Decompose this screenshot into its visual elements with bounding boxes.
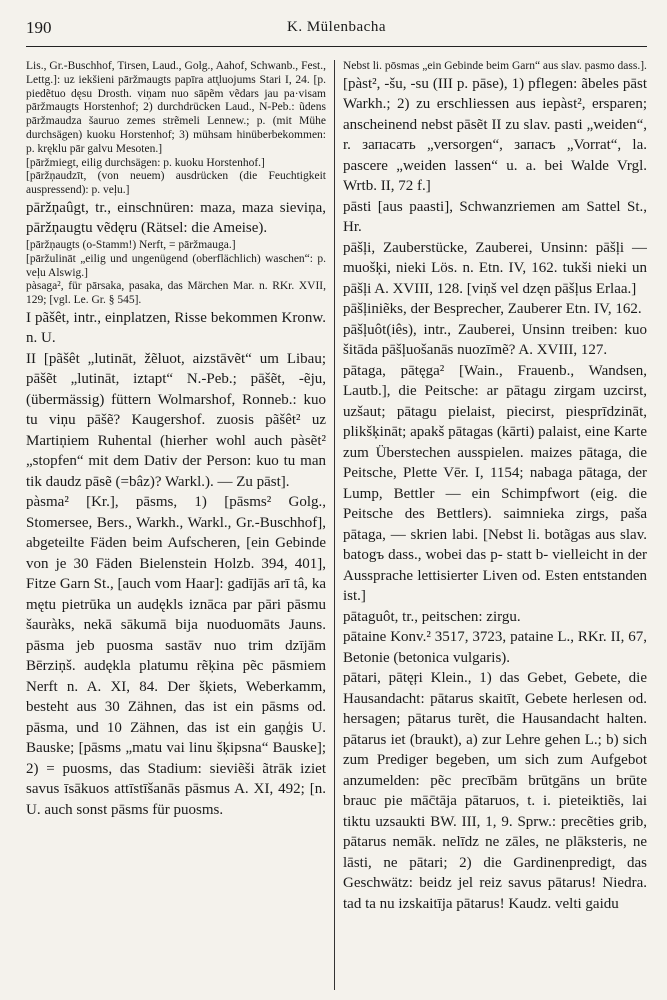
right-column bbox=[343, 60, 647, 994]
dictionary-entry: [pāržņaudzīt, (von neuem) ausdrücken (die Feuchtigkeit auspressend): p. veļu.] bbox=[26, 170, 326, 197]
dictionary-entry: pātaga, pātęga² [Wain., Frauenb., Wandsen, Lautb.], die Peitsche: ar pātagu zirgam uzcirst, uzšaut; pātagu pielaist, piecirst, piesprīdzināt, plikšķināt; apakš pātagas (kārti) palaist, eine Karte zum Überstechen ausspielen. maizes pātaga, die Peitsche, Plette Vēr. I, 1154; nabaga pātaga, der Lump, Bettler — ein Schimpfwort (eig. die Peitsche des Bettlers). saimnieka zirgs, paša pātaga, — skrien labi. [Nebst li. botãgas aus slav. batogъ dass., wobei das p- statt b- vielleicht in der Aussprache lettisierter Liven od. Esten entstanden ist.] bbox=[343, 362, 647, 605]
dictionary-entry: II [pãšêt „lutināt, žẽluot, aizstāvẽt“ um Libau; pāšẽt „lutināt, iztapt“ N.-Peb.; pāšẽt, -ẽju, (übermässig) füttern Wolmarshof, Ronneb.: kuo tu viņu pāšẽ? Kaugershof. zuosis pãšêt² uz Martiņiem Ruhental (hierher wohl auch pàsẽt² „stopfen“ mit dem Dativ der Person: kuo tu man tik daudz pāsẽ (=bâz)? Warkl.). — Zu pāst]. bbox=[26, 350, 326, 490]
page-number: 190 bbox=[26, 18, 52, 37]
dictionary-entry: [pāržulināt „eilig und ungenügend (oberflächlich) waschen“: p. veļu Alswig.] bbox=[26, 252, 326, 279]
dictionary-entry: [pāržmiegt, eilig durchsägen: p. kuoku Horstenhof.] bbox=[26, 156, 265, 169]
dictionary-entry: pātaguôt, tr., peitschen: zirgu. bbox=[343, 608, 521, 625]
left-column bbox=[26, 60, 326, 994]
dictionary-entry: pāsti [aus paasti], Schwanzriemen am Sattel St., Hr. bbox=[343, 198, 647, 236]
dictionary-entry: [pāržņaugts (o-Stamm!) Nerft, = pāržmauga.] bbox=[26, 238, 236, 251]
dictionary-entry: pāšļuôt(iês), intr., Zauberei, Unsinn treiben: kuo šitāda pāšļuošanās nuozīmẽ? A. XVIII, 127. bbox=[343, 321, 647, 359]
dictionary-entry: pāšļiniẽks, der Besprecher, Zauberer Etn. IV, 162. bbox=[343, 301, 642, 318]
running-title: K. Mülenbacha bbox=[287, 19, 386, 35]
dictionary-entry: pātari, pātęŗi Klein., 1) das Gebet, Gebete, die Hausandacht: pātarus skaitīt, Gebete herlesen od. hersagen; pātarus turẽt, die Hausandacht halten. pātarus iet (braukt), a) zur Lehre gehen L.; b) sich zum Prediger begeben, um sich zum Aufgebot anzumelden: pẽc precībām brūtgāns un brūte brauc pie māc̄tāja pātaruos, t. i. pieteiktiẽs, lai tiktu uzsaukti BW. III, 1, 9. Sprw.: precẽties grib, pātarus nemāk. nelīdz ne zāles, ne plāksteris, ne lāsti, ne pātari; 2) die Gardinenpredigt, das Geschwätz: beidz jel reiz savus pātarus! Niedra. tad ta nu izskaitīja pātarus! Kaudz. velti gaidu bbox=[343, 670, 647, 912]
dictionary-entry: pātaine Konv.² 3517, 3723, pataine L., RKr. II, 67, Betonie (betonica vulgaris). bbox=[343, 629, 647, 666]
dictionary-entry: pàsma² [Kr.], pāsms, 1) [pāsms² Golg., Stomersee, Bers., Warkh., Warkl., Gr.-Buschhof], abgeteilte Fäden beim Aufscheren, [ein Gebinde von je 30 Fäden Bielenstein Holzb. 394, 401], Fitze Garn St., [auch vom Haar]: gadījās arī tâ, ka mętu pietrūka un audękls iznāca par pāri pāsmu šauràks, nekā sākumā bija nuoduomāts Jauns. pāsma jeb puosma sastāv nuo trim dzījām Bērziņš. audękla platumu rẽķina pẽc pāsmiem Nerft n. A. XI, 84. Der šķiets, Weberkamm, besteht aus 30 Zähnen, das ist ein pāsms od. pāsma, und 10 Zähnen, das ist ein gaņģis U. Bauske; [pāsms „matu vai linu šķipsna“ Bauske]; 2) = puosms, das Stadium: sieviẽši ãtrāk iziet savus īsākuos attīstīšanās pāsmus A. XI, 492; [n. U. auch sonst pāsms für puosms. bbox=[26, 494, 326, 818]
column-divider bbox=[334, 60, 335, 990]
dictionary-entry: [pàst², -šu, -su (III p. pāse), 1) pflegen: ãbeles pāst Warkh.; 2) zu erschliessen aus iepàst², ersparen; anscheinend nebst pāsẽt II zu slav. pasti „weiden“, r. запасать „versorgen“, запасъ „Vorrat“, la. pascere „weiden lassen“ u. a. bei Walde Vrgl. Wrtb. II, 72 f.] bbox=[343, 75, 647, 195]
dictionary-entry: I pãšêt, intr., einplatzen, Risse bekommen Kronw. n. U. bbox=[26, 309, 326, 347]
dictionary-entry: Lis., Gr.-Buschhof, Tirsen, Laud., Golg., Aahof, Schwanb., Fest., Lettg.]: uz iekšieni pāržmaugts papīra att̨luojums Stari I, 24. [p. piedẽtuo dęsu Drosth. viņam nuo sāpẽm vẽdars jau pa·visam pāržmaugts Horstenhof; 2) durchdrücken Laud., N-Peb.: ũdens pāržmaudza šauruo zemes strẽmeli Lennew.; p. (mit Mühe durchsägen) kuoku Horstenhof; 3) mühsam hinüberbekommen: p. kręklu pār galvu Mesoten.] bbox=[26, 60, 326, 155]
dictionary-entry: Nebst li. pōsmas „ein Gebinde beim Garn“ aus slav. pasmo dass.]. bbox=[343, 60, 647, 72]
dictionary-entry: pāšļi, Zauberstücke, Zauberei, Unsinn: pāšļi — muošķi, nieki Lös. n. Etn. IV, 162. tukši nieki un pāšļi A. XVIII, 128. [viņš vel dzęn pāšļus Erlaa.] bbox=[343, 239, 647, 297]
dictionary-entry: pàsaga², für pārsaka, pasaka, das Märchen Mar. n. RKr. XVII, 129; [vgl. Le. Gr. § 545]. bbox=[26, 280, 326, 307]
dictionary-entry: pāržņaûgt, tr., einschnüren: maza, maza sieviņa, pāržņaugtu vẽdęru (Rätsel: die Ameise). bbox=[26, 199, 326, 237]
page-header bbox=[26, 18, 647, 47]
